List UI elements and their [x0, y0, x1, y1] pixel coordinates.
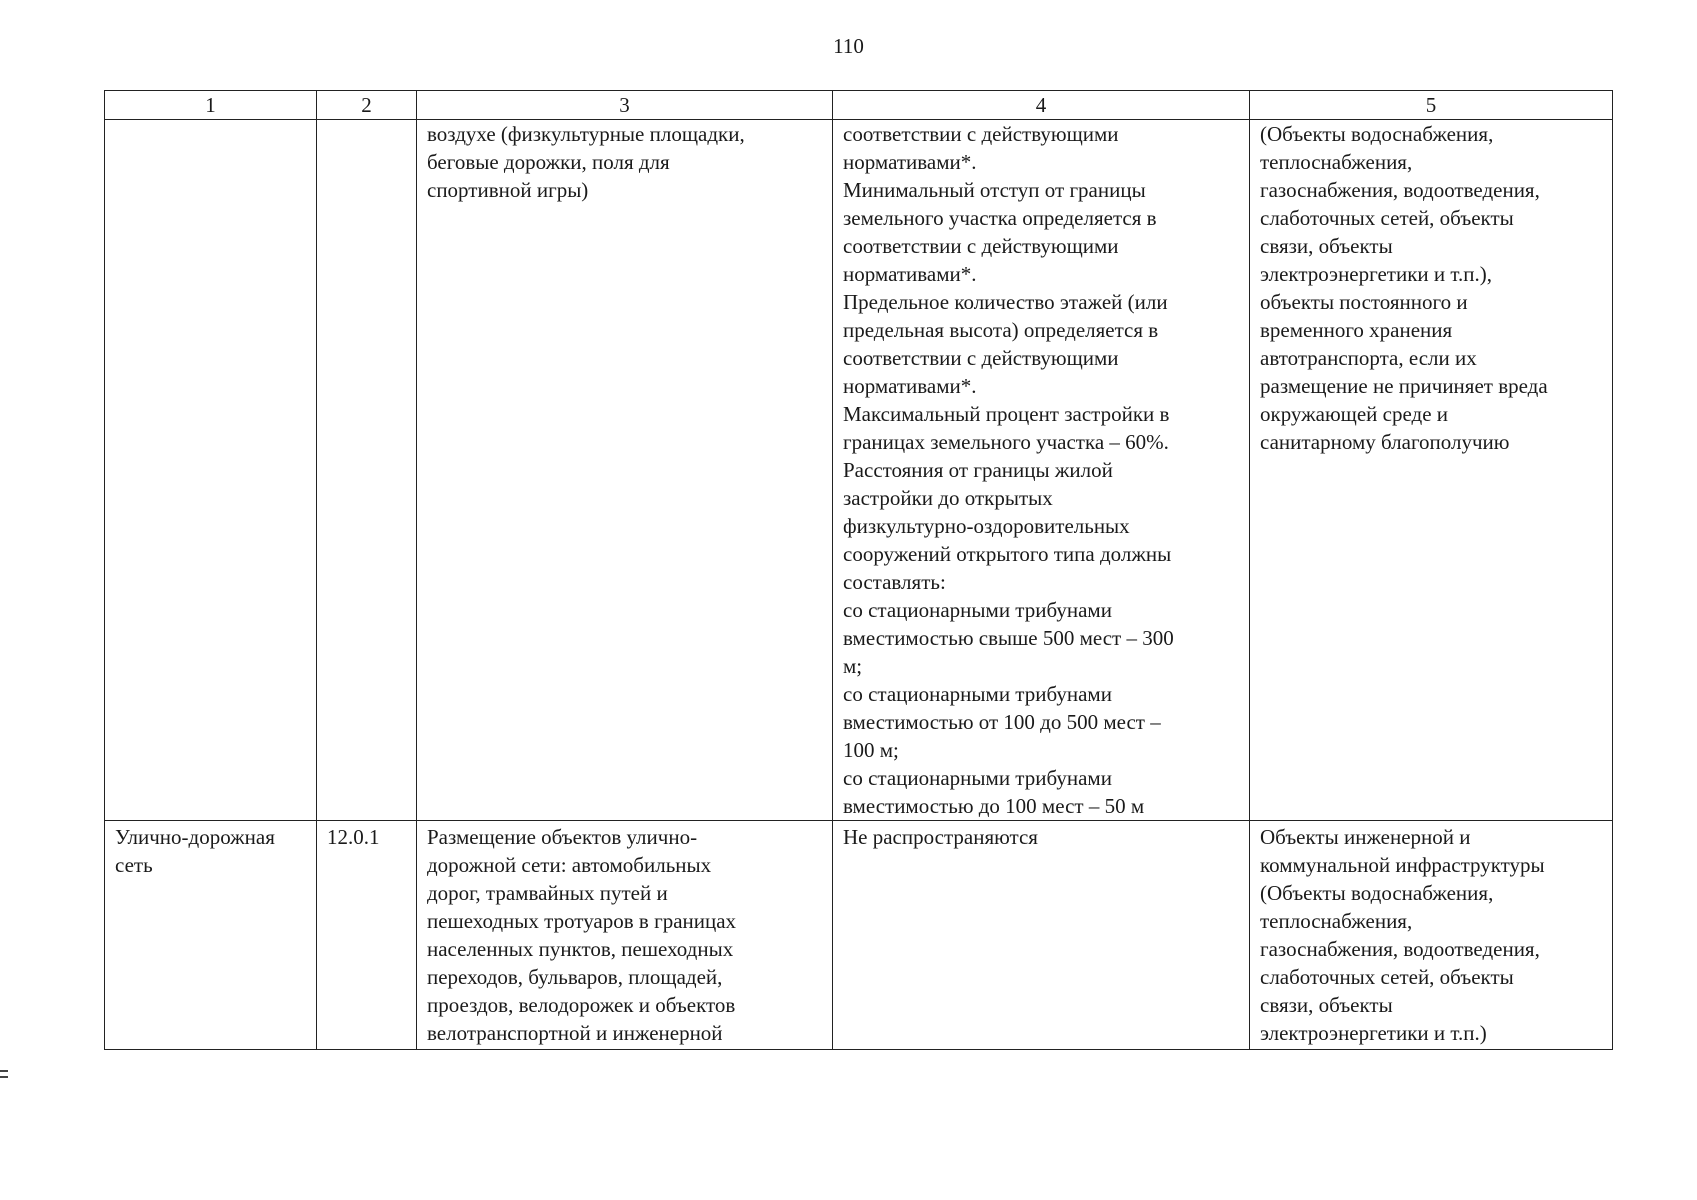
table-header-row: [105, 91, 1613, 120]
header-col-1: 1: [105, 91, 317, 120]
cell-text: воздухе (физкультурные площадки, беговые дорожки, поля для спортивной игры): [427, 122, 745, 202]
cell-use-name: [105, 120, 317, 821]
cell-text: Улично-дорожная сеть: [115, 825, 275, 877]
header-col-2: 2: [317, 91, 417, 120]
cell-use-description: [417, 120, 833, 821]
cell-text: (Объекты водоснабжения, теплоснабжения, газоснабжения, водоотведения, слаботочных сетей, объекты связи, объекты электроэнергетики и т.п.), объекты постоянного и временного хранения автотранспорта, если их размещение не причиняет вреда окружающей среде и санитарному благополучию: [1260, 122, 1548, 454]
cell-auxiliary-uses: [1250, 120, 1613, 821]
cell-parameters: [833, 821, 1250, 1050]
zoning-table: [104, 90, 1613, 1050]
scan-margin-mark: [0, 1070, 8, 1090]
cell-text: соответствии с действующими нормативами*. Минимальный отступ от границы земельного участка определяется в соответствии с действующими нормативами*. Предельное количество этажей (или предельная высота) определяется в соответствии с действующими нормативами*. Максимальный процент застройки в границах земельного участка – 60%. Расстояния от границы жилой застройки до открытых физкультурно-оздоровительных сооружений открытого типа должны составлять: со стационарными трибунами вместимостью свыше 500 мест – 300 м; со стационарными трибунами вместимостью от 100 до 500 мест – 100 м; со стационарными трибунами вместимостью до 100 мест – 50 м: [843, 122, 1174, 818]
table-row: [105, 120, 1613, 821]
cell-auxiliary-uses: [1250, 821, 1613, 1050]
cell-text: 12.0.1: [327, 825, 380, 849]
cell-use-name: [105, 821, 317, 1050]
cell-use-code: [317, 120, 417, 821]
table-row: [105, 821, 1613, 1050]
cell-parameters: [833, 120, 1250, 821]
header-col-3: 3: [417, 91, 833, 120]
page-number: 110: [833, 34, 864, 58]
header-col-5: 5: [1250, 91, 1613, 120]
cell-text: Не распространяются: [843, 825, 1038, 849]
cell-use-description: [417, 821, 833, 1050]
cell-text: Объекты инженерной и коммунальной инфраструктуры (Объекты водоснабжения, теплоснабжения, газоснабжения, водоотведения, слаботочных сетей, объекты связи, объекты электроэнергетики и т.п.): [1260, 825, 1545, 1045]
cell-text: Размещение объектов улично- дорожной сети: автомобильных дорог, трамвайных путей и пешеходных тротуаров в границах населенных пунктов, пешеходных переходов, бульваров, площадей, проездов, велодорожек и объектов велотранспортной и инженерной: [427, 825, 737, 1045]
header-col-4: 4: [833, 91, 1250, 120]
cell-use-code: [317, 821, 417, 1050]
